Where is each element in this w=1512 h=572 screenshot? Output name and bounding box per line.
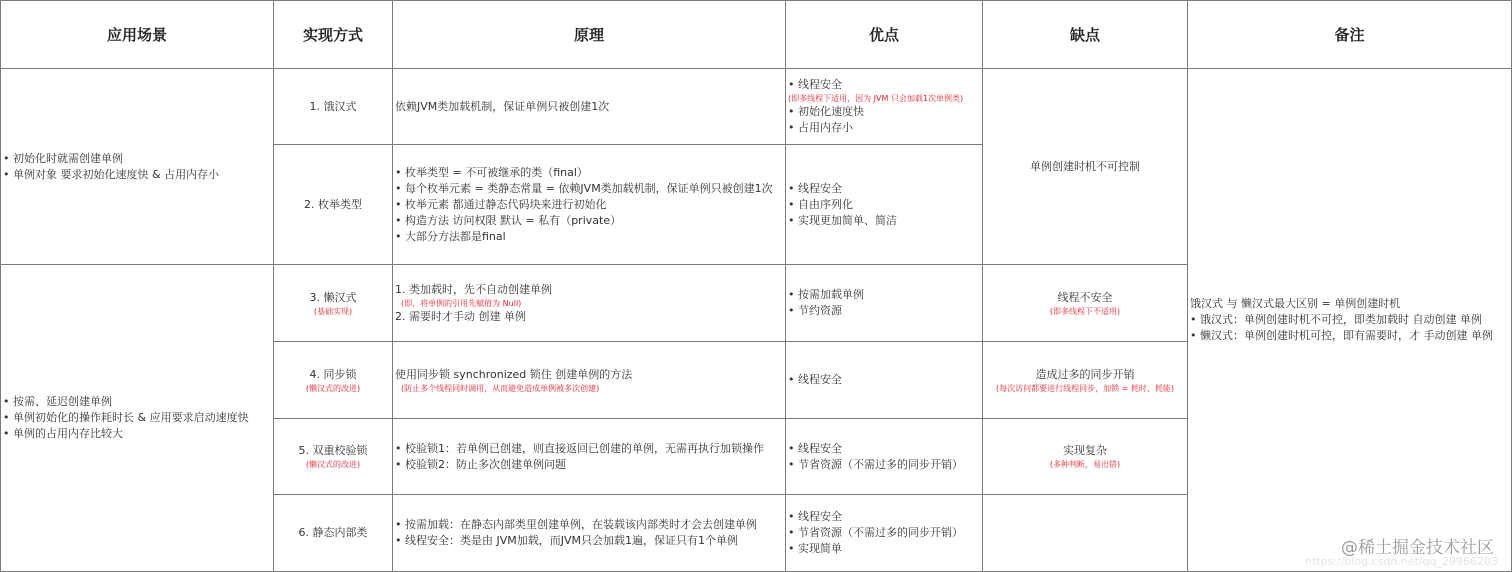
header-principle	[392, 0, 786, 69]
list-item: • 实现简单	[788, 542, 842, 555]
cons-text: 线程不安全	[1057, 290, 1113, 304]
pros-list	[788, 181, 897, 229]
pros-note: (即多线程下适用，因为 JVM 只会加载1次单例类)	[788, 94, 964, 103]
cons-note: (每次访问都要进行线程同步，加锁 = 耗时、耗能)	[995, 383, 1175, 393]
list-item: • 单例对象 要求初始化速度快 & 占用内存小	[3, 167, 220, 181]
pros-list	[788, 372, 842, 388]
pros-list	[788, 509, 963, 557]
method-name: 4. 同步锁	[309, 367, 357, 381]
list-item: • 按需、延迟创建单例	[3, 395, 112, 408]
method-note: (基础实现)	[313, 306, 353, 316]
remarks-cell	[1187, 68, 1512, 572]
list-item: • 实现更加简单、简洁	[788, 213, 897, 227]
list-item: • 节约资源	[788, 304, 842, 317]
header-remarks	[1187, 0, 1512, 69]
remarks-title: 饿汉式 与 懒汉式最大区别 = 单例创建时机	[1190, 297, 1401, 310]
list-item: • 自由序列化	[788, 197, 853, 211]
method-name: 1. 饿汉式	[309, 99, 357, 113]
method-cell-3	[273, 264, 393, 342]
pros-cell-2	[785, 144, 983, 265]
pros-cell-4	[785, 341, 983, 419]
principle-cell-4	[392, 341, 786, 419]
cons-cell-6	[982, 494, 1188, 572]
principle-note: (即，将单例的引用先赋值为 Null)	[401, 298, 522, 308]
list-item: • 按需加载：在静态内部类里创建单例，在装载该内部类时才会去创建单例	[395, 518, 757, 531]
header-pros	[785, 0, 983, 69]
list-item: • 线程安全	[788, 181, 842, 195]
scenario-list	[3, 151, 219, 183]
pros-cell-6	[785, 494, 983, 572]
principle-line-2: 2. 需要时才手动 创建 单例	[395, 309, 526, 323]
principle-text: 依赖JVM类加载机制，保证单例只被创建1次	[395, 99, 610, 113]
pros-list	[788, 77, 963, 136]
pros-cell-3	[785, 264, 983, 342]
cons-note: (即多线程下不适用)	[1049, 306, 1121, 316]
list-item: • 单例初始化的操作耗时长 & 应用要求启动速度快	[3, 411, 249, 424]
list-item: • 线程安全：类是由 JVM加载，而JVM只会加载1遍，保证只有1个单例	[395, 534, 739, 547]
principle-note: (防止多个线程同时调用，从而避免造成单例被多次创建)	[401, 383, 600, 393]
list-item: • 校验锁1：若单例已创建，则直接返回已创建的单例，无需再执行加锁操作	[395, 441, 764, 455]
cons-cell-3	[982, 264, 1188, 342]
list-item: • 节省资源（不需过多的同步开销）	[788, 526, 963, 539]
list-item: • 饿汉式：单例创建时机不可控，即类加载时 自动创建 单例	[1190, 313, 1482, 326]
method-name: 2. 枚举类型	[304, 197, 362, 211]
cons-text: 实现复杂	[1063, 444, 1107, 457]
scenario-cell-lazy	[0, 264, 274, 572]
cons-text: 单例创建时机不可控制	[1030, 159, 1140, 173]
principle-list	[395, 165, 773, 245]
method-cell-6	[273, 494, 393, 572]
list-item: • 枚举类型 = 不可被继承的类（final）	[395, 165, 588, 179]
principle-cell-2	[392, 144, 786, 265]
method-name: 5. 双重校验锁	[298, 444, 368, 457]
header-principle-label: 原理	[573, 26, 604, 44]
list-item: • 线程安全	[788, 441, 842, 455]
list-item: • 占用内存小	[788, 121, 853, 134]
method-note: (懒汉式的改进)	[305, 460, 361, 469]
list-item: • 初始化时就需创建单例	[3, 151, 123, 165]
header-remarks-label: 备注	[1334, 26, 1365, 44]
header-cons-label: 缺点	[1069, 26, 1100, 44]
principle-cell-1	[392, 68, 786, 145]
method-name: 3. 懒汉式	[309, 290, 357, 304]
pros-cell-5	[785, 418, 983, 495]
list-item: • 初始化速度快	[788, 105, 864, 118]
header-method	[273, 0, 393, 69]
list-item: • 校验锁2：防止多次创建单例问题	[395, 457, 566, 471]
header-cons	[982, 0, 1188, 69]
principle-list	[395, 441, 764, 473]
method-cell-2	[273, 144, 393, 265]
pros-list	[788, 287, 864, 319]
list-item: • 每个枚举元素 = 类静态常量 = 依赖JVM类加载机制，保证单例只被创建1次	[395, 181, 773, 195]
pros-list	[788, 441, 963, 473]
watermark-url: https://blog.csdn.net/qq_29966203	[1304, 555, 1498, 568]
pros-cell-1	[785, 68, 983, 145]
watermark: @稀土掘金技术社区	[1341, 538, 1494, 558]
principle-list	[395, 517, 757, 549]
method-name: 6. 静态内部类	[298, 526, 368, 539]
principle-line-1: 1. 类加载时，先不自动创建单例	[395, 282, 552, 296]
principle-cell-6	[392, 494, 786, 572]
list-item: • 单例的占用内存比较大	[3, 427, 123, 440]
cons-note: (多种判断，易出错)	[1049, 460, 1121, 469]
header-pros-label: 优点	[868, 26, 899, 44]
header-scenario	[0, 0, 274, 69]
list-item: • 懒汉式：单例创建时机可控，即有需要时，才 手动创建 单例	[1190, 329, 1493, 342]
scenario-list	[3, 394, 249, 442]
method-cell-1	[273, 68, 393, 145]
principle-line-1: 使用同步锁 synchronized 锁住 创建单例的方法	[395, 367, 633, 381]
scenario-cell-eager	[0, 68, 274, 265]
list-item: • 按需加载单例	[788, 288, 864, 301]
list-item: • 枚举元素 都通过静态代码块来进行初始化	[395, 197, 607, 211]
method-cell-4	[273, 341, 393, 419]
cons-cell-4	[982, 341, 1188, 419]
cons-text: 造成过多的同步开销	[1035, 367, 1135, 381]
method-note: (懒汉式的改进)	[305, 383, 361, 393]
list-item: • 线程安全	[788, 78, 842, 91]
header-method-label: 实现方式	[302, 26, 363, 44]
list-item: • 线程安全	[788, 373, 842, 386]
method-cell-5	[273, 418, 393, 495]
principle-cell-3	[392, 264, 786, 342]
list-item: • 线程安全	[788, 510, 842, 523]
remarks-list	[1190, 312, 1493, 344]
cons-cell-5	[982, 418, 1188, 495]
list-item: • 大部分方法都是final	[395, 229, 506, 243]
header-scenario-label: 应用场景	[106, 26, 167, 44]
cons-cell-eager	[982, 68, 1188, 265]
list-item: • 构造方法 访问权限 默认 = 私有（private）	[395, 213, 622, 227]
principle-cell-5	[392, 418, 786, 495]
list-item: • 节省资源（不需过多的同步开销）	[788, 457, 963, 471]
